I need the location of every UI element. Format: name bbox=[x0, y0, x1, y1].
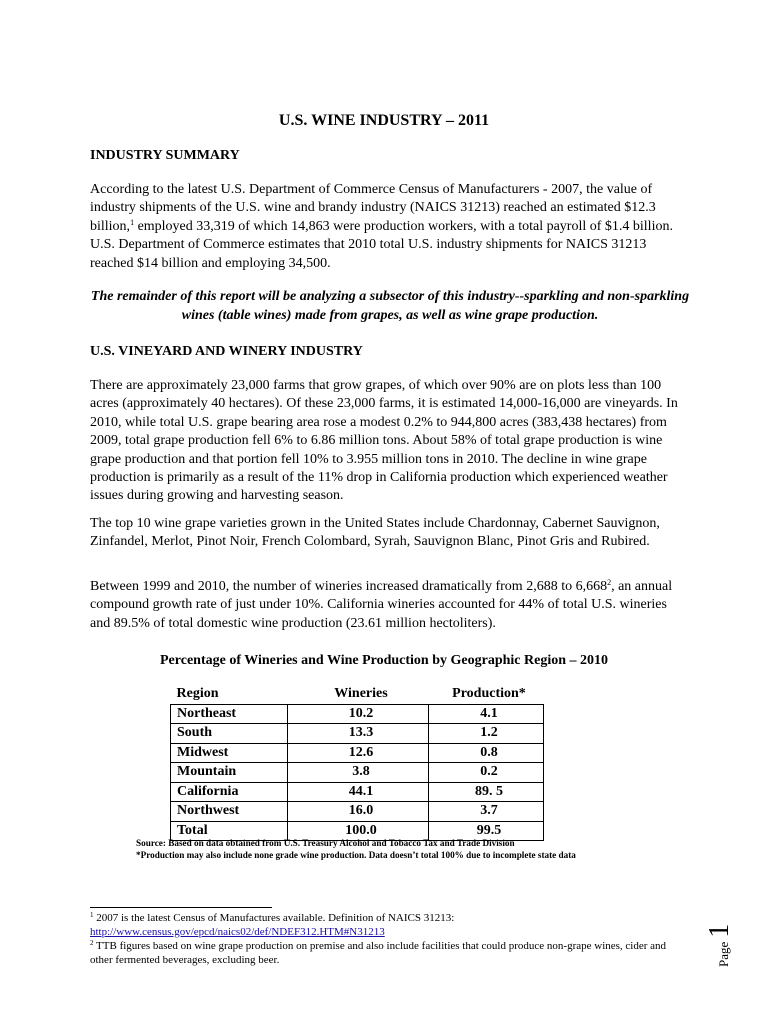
wineries-cell: 12.6 bbox=[288, 743, 429, 763]
report-scope-callout: The remainder of this report will be analyzing a subsector of this industry--sparkling and non-sparkling wines (table wines) made from grapes, as well as wine grape production. bbox=[90, 289, 690, 323]
table-title: Percentage of Wineries and Wine Production by Geographic Region – 2010 bbox=[160, 653, 608, 668]
footnote-ref-1: 1 bbox=[130, 217, 135, 227]
wineries-cell: 100.0 bbox=[288, 821, 429, 841]
vineyard-winery-heading: U.S. VINEYARD AND WINERY INDUSTRY bbox=[90, 344, 363, 359]
wineries-cell: 16.0 bbox=[288, 802, 429, 822]
vineyard-paragraph: There are approximately 23,000 farms that grow grapes, of which over 90% are on plots less than 100 acres (approximately 40 hectares). Of these 23,000 farms, it is estimated 14,000-16,000 are vineyards. In 2010, while total U.S. grape bearing area rose a modest 0.2% to 944,800 acres (383,438 hectares) from 2009, total grape production fell 6% to 6.86 million tons. About 58% of total grape production is wine grape production and that portion fell 10% to 3.955 million tons in 2010. The decline in wine grape production is primarily as a result of the 11% drop in California production which experienced weather issues during growing and harvesting season. bbox=[90, 378, 678, 504]
wineries-paragraph bbox=[90, 578, 690, 633]
header-region: Region bbox=[176, 686, 219, 702]
grape-varieties-paragraph: The top 10 wine grape varieties grown in the United States include Chardonnay, Cabernet Sauvignon, Zinfandel, Merlot, Pinot Noir, French Colombard, Syrah, Sauvignon Blanc, Pinot Gris and Rubired. bbox=[90, 516, 660, 550]
footnote-2-text: TTB figures based on wine grape production on premise and also include facilities that could produce non-grape wines, cider and other fermented beverages, excluding beer. bbox=[90, 940, 667, 966]
footnote-1-text: 2007 is the latest Census of Manufactures available. Definition of NAICS 31213: bbox=[93, 912, 455, 924]
table-row bbox=[171, 763, 544, 783]
production-cell: 4.1 bbox=[429, 704, 544, 724]
wineries-cell: 13.3 bbox=[288, 724, 429, 744]
production-cell: 0.8 bbox=[429, 743, 544, 763]
page-number: 1 bbox=[704, 923, 735, 938]
header-production: Production* bbox=[452, 686, 526, 702]
footnote-2 bbox=[90, 940, 690, 967]
footnote-1-number: 1 bbox=[90, 911, 94, 919]
document-title: U.S. WINE INDUSTRY – 2011 bbox=[278, 112, 490, 129]
summary-text-part2: employed 33,319 of which 14,863 were production workers, with a total payroll of $1.4 billion. U.S. Department of Commerce estimates that 2010 total U.S. industry shipments for NAICS 31213 reached $14 billion and employing 34,500. bbox=[90, 218, 673, 271]
footnote-ref-2: 2 bbox=[607, 578, 612, 587]
production-cell: 0.2 bbox=[429, 763, 544, 783]
footnote-1 bbox=[90, 912, 690, 939]
table-row bbox=[171, 704, 544, 724]
summary-text-part1: According to the latest U.S. Department of Commerce Census of Manufacturers - 2007, the value of industry shipments of the U.S. wine and brandy industry (NAICS 31213) reached an estimated $12.3 billion, bbox=[90, 182, 656, 234]
industry-summary-paragraph bbox=[90, 181, 690, 273]
production-cell: 3.7 bbox=[429, 802, 544, 822]
production-cell: 99.5 bbox=[429, 821, 544, 841]
table-row bbox=[171, 724, 544, 744]
region-cell: Mountain bbox=[171, 763, 288, 783]
table-source-note: Source: Based on data obtained from U.S. Treasury Alcohol and Tobacco Tax and Trade Division bbox=[136, 838, 515, 848]
header-wineries: Wineries bbox=[334, 686, 388, 702]
page-number-label bbox=[700, 895, 740, 975]
wineries-text-part2: , an annual compound growth rate of just under 10%. California wineries accounted for 44% of total U.S. wineries and 89.5% of total domestic wine production (23.61 million hectoliters). bbox=[90, 579, 673, 631]
production-cell: 89. 5 bbox=[429, 782, 544, 802]
industry-summary-heading: INDUSTRY SUMMARY bbox=[90, 148, 240, 163]
region-cell: Total bbox=[171, 821, 288, 841]
table-production-note: *Production may also include none grade wine production. Data doesn’t total 100% due to incomplete state data bbox=[136, 850, 576, 860]
page-word: Page bbox=[716, 941, 731, 967]
region-table bbox=[170, 685, 544, 841]
region-cell: South bbox=[171, 724, 288, 744]
wineries-cell: 10.2 bbox=[288, 704, 429, 724]
naics-definition-link[interactable]: http://www.census.gov/epcd/naics02/def/NDEF312.HTM#N31213 bbox=[90, 925, 385, 938]
region-cell: Northwest bbox=[171, 802, 288, 822]
production-cell: 1.2 bbox=[429, 724, 544, 744]
region-cell: Northeast bbox=[171, 704, 288, 724]
wineries-text-part1: Between 1999 and 2010, the number of wineries increased dramatically from 2,688 to 6,668 bbox=[90, 579, 608, 594]
region-cell: Midwest bbox=[171, 743, 288, 763]
region-cell: California bbox=[171, 782, 288, 802]
table-row bbox=[171, 782, 544, 802]
table-row bbox=[171, 802, 544, 822]
footnote-2-number: 2 bbox=[90, 939, 94, 947]
table-header-row bbox=[171, 685, 544, 704]
footnote-divider bbox=[90, 907, 272, 908]
table-row bbox=[171, 743, 544, 763]
wineries-cell: 3.8 bbox=[288, 763, 429, 783]
wineries-cell: 44.1 bbox=[288, 782, 429, 802]
